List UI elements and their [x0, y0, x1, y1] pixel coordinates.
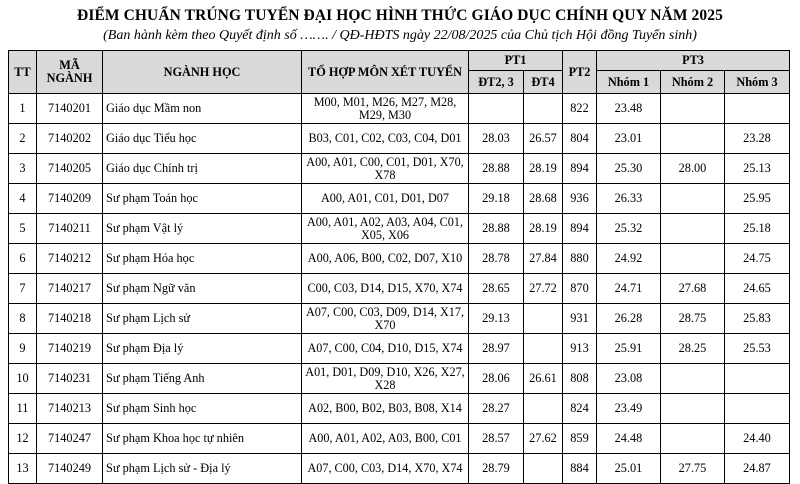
cell-nganh-hoc: Sư phạm Lịch sử: [103, 304, 302, 334]
cell-tt: 10: [9, 364, 37, 394]
cell-to-hop: A01, D01, D09, D10, X26, X27, X28: [302, 364, 469, 394]
cell-dt4: 27.84: [524, 244, 563, 274]
cell-nganh-hoc: Sư phạm Địa lý: [103, 334, 302, 364]
cell-nhom1: 25.30: [597, 154, 661, 184]
col-header-nhom2: Nhóm 2: [661, 71, 725, 94]
table-row: [9, 334, 790, 364]
cell-nganh-hoc: Sư phạm Tiếng Anh: [103, 364, 302, 394]
cell-nhom3: 25.95: [725, 184, 790, 214]
cell-nhom3: 25.53: [725, 334, 790, 364]
cell-to-hop: A00, A01, C00, C01, D01, X70, X78: [302, 154, 469, 184]
cell-dt4: [524, 454, 563, 484]
cell-dt23: 28.88: [469, 214, 524, 244]
cell-nganh-hoc: Giáo dục Chính trị: [103, 154, 302, 184]
cell-dt23: 28.65: [469, 274, 524, 304]
cell-nhom3: [725, 364, 790, 394]
cell-nhom3: 25.18: [725, 214, 790, 244]
col-header-pt3: PT3: [597, 51, 790, 71]
table-row: [9, 154, 790, 184]
table-row: [9, 274, 790, 304]
cell-nhom2: 28.00: [661, 154, 725, 184]
cell-nhom3: 24.75: [725, 244, 790, 274]
cell-nhom2: [661, 424, 725, 454]
table-row: [9, 244, 790, 274]
cell-to-hop: A07, C00, C04, D10, D15, X74: [302, 334, 469, 364]
cell-ma-nganh: 7140219: [37, 334, 103, 364]
cell-ma-nganh: 7140205: [37, 154, 103, 184]
cell-nhom1: 24.71: [597, 274, 661, 304]
table-row: [9, 304, 790, 334]
cell-dt23: 28.57: [469, 424, 524, 454]
cell-ma-nganh: 7140202: [37, 124, 103, 154]
page-title: ĐIỂM CHUẨN TRÚNG TUYỂN ĐẠI HỌC HÌNH THỨC GIÁO DỤC CHÍNH QUY NĂM 2025: [77, 7, 723, 24]
page-subtitle: (Ban hành kèm theo Quyết định số ……. / QĐ-HĐTS ngày 22/08/2025 của Chủ tịch Hội đồng Tuyển sinh): [103, 28, 697, 43]
cell-dt4: [524, 334, 563, 364]
cell-ma-nganh: 7140249: [37, 454, 103, 484]
cell-pt2: 936: [563, 184, 597, 214]
cell-to-hop: C00, C03, D14, D15, X70, X74: [302, 274, 469, 304]
col-header-to-hop: TỔ HỢP MÔN XÉT TUYỂN: [302, 51, 469, 94]
col-header-ma-nganh: MÃ NGÀNH: [37, 51, 103, 94]
cell-dt23: 28.79: [469, 454, 524, 484]
cell-dt4: 28.19: [524, 214, 563, 244]
cell-dt23: 29.13: [469, 304, 524, 334]
cell-tt: 4: [9, 184, 37, 214]
cell-nganh-hoc: Giáo dục Mầm non: [103, 94, 302, 124]
cell-nhom3: 24.65: [725, 274, 790, 304]
table-row: [9, 424, 790, 454]
cell-nhom2: [661, 124, 725, 154]
cell-pt2: 870: [563, 274, 597, 304]
cell-ma-nganh: 7140211: [37, 214, 103, 244]
admission-scores-table: [8, 50, 790, 484]
cell-nganh-hoc: Sư phạm Khoa học tự nhiên: [103, 424, 302, 454]
cell-to-hop: A02, B00, B02, B03, B08, X14: [302, 394, 469, 424]
cell-ma-nganh: 7140201: [37, 94, 103, 124]
cell-nhom2: 27.75: [661, 454, 725, 484]
cell-nhom3: [725, 94, 790, 124]
cell-nhom1: 23.49: [597, 394, 661, 424]
cell-pt2: 824: [563, 394, 597, 424]
cell-tt: 7: [9, 274, 37, 304]
table-row: [9, 454, 790, 484]
col-header-dt23: ĐT2, 3: [469, 71, 524, 94]
cell-dt23: 29.18: [469, 184, 524, 214]
cell-dt4: [524, 94, 563, 124]
table-body: [9, 94, 790, 484]
cell-dt23: 28.27: [469, 394, 524, 424]
cell-dt4: 28.68: [524, 184, 563, 214]
cell-to-hop: A00, A01, A02, A03, A04, C01, X05, X06: [302, 214, 469, 244]
col-header-dt4: ĐT4: [524, 71, 563, 94]
cell-dt4: [524, 394, 563, 424]
cell-nganh-hoc: Sư phạm Ngữ văn: [103, 274, 302, 304]
table-header: [9, 51, 790, 94]
cell-pt2: 894: [563, 154, 597, 184]
col-header-nhom1: Nhóm 1: [597, 71, 661, 94]
cell-nhom2: [661, 394, 725, 424]
table-row: [9, 214, 790, 244]
table-row: [9, 394, 790, 424]
cell-tt: 1: [9, 94, 37, 124]
cell-dt4: [524, 304, 563, 334]
cell-nhom2: 27.68: [661, 274, 725, 304]
cell-to-hop: A00, A06, B00, C02, D07, X10: [302, 244, 469, 274]
col-header-nhom3: Nhóm 3: [725, 71, 790, 94]
cell-to-hop: A00, A01, A02, A03, B00, C01: [302, 424, 469, 454]
cell-tt: 9: [9, 334, 37, 364]
cell-nhom1: 24.92: [597, 244, 661, 274]
table-row: [9, 184, 790, 214]
col-header-tt: TT: [9, 51, 37, 94]
cell-tt: 11: [9, 394, 37, 424]
cell-nhom1: 25.32: [597, 214, 661, 244]
cell-ma-nganh: 7140209: [37, 184, 103, 214]
cell-nhom3: 25.13: [725, 154, 790, 184]
cell-nhom3: 24.87: [725, 454, 790, 484]
cell-dt4: 26.61: [524, 364, 563, 394]
cell-nhom3: 25.83: [725, 304, 790, 334]
cell-tt: 12: [9, 424, 37, 454]
cell-nganh-hoc: Sư phạm Toán học: [103, 184, 302, 214]
cell-nhom3: 24.40: [725, 424, 790, 454]
cell-to-hop: A07, C00, C03, D14, X70, X74: [302, 454, 469, 484]
cell-nhom1: 26.33: [597, 184, 661, 214]
cell-tt: 8: [9, 304, 37, 334]
cell-pt2: 931: [563, 304, 597, 334]
table-row: [9, 364, 790, 394]
col-header-pt1: PT1: [469, 51, 563, 71]
cell-dt23: [469, 94, 524, 124]
cell-dt23: 28.03: [469, 124, 524, 154]
cell-nhom1: 24.48: [597, 424, 661, 454]
col-header-nganh-hoc: NGÀNH HỌC: [103, 51, 302, 94]
cell-tt: 5: [9, 214, 37, 244]
cell-ma-nganh: 7140247: [37, 424, 103, 454]
cell-dt23: 28.88: [469, 154, 524, 184]
cell-to-hop: B03, C01, C02, C03, C04, D01: [302, 124, 469, 154]
cell-ma-nganh: 7140231: [37, 364, 103, 394]
cell-nganh-hoc: Sư phạm Sinh học: [103, 394, 302, 424]
cell-nhom3: [725, 394, 790, 424]
cell-nhom2: 28.75: [661, 304, 725, 334]
cell-nganh-hoc: Giáo dục Tiểu học: [103, 124, 302, 154]
cell-pt2: 804: [563, 124, 597, 154]
cell-dt4: 26.57: [524, 124, 563, 154]
cell-tt: 3: [9, 154, 37, 184]
table-row: [9, 94, 790, 124]
cell-ma-nganh: 7140218: [37, 304, 103, 334]
cell-nhom2: [661, 214, 725, 244]
cell-dt4: 28.19: [524, 154, 563, 184]
cell-nhom2: [661, 184, 725, 214]
cell-pt2: 884: [563, 454, 597, 484]
cell-pt2: 822: [563, 94, 597, 124]
cell-nhom2: [661, 364, 725, 394]
cell-nhom2: [661, 244, 725, 274]
cell-ma-nganh: 7140217: [37, 274, 103, 304]
cell-nhom3: 23.28: [725, 124, 790, 154]
cell-tt: 13: [9, 454, 37, 484]
cell-nganh-hoc: Sư phạm Hóa học: [103, 244, 302, 274]
cell-pt2: 894: [563, 214, 597, 244]
cell-to-hop: A07, C00, C03, D09, D14, X17, X70: [302, 304, 469, 334]
cell-nhom1: 25.01: [597, 454, 661, 484]
cell-nhom1: 26.28: [597, 304, 661, 334]
cell-dt23: 28.78: [469, 244, 524, 274]
cell-tt: 6: [9, 244, 37, 274]
cell-to-hop: A00, A01, C01, D01, D07: [302, 184, 469, 214]
cell-ma-nganh: 7140212: [37, 244, 103, 274]
cell-nganh-hoc: Sư phạm Vật lý: [103, 214, 302, 244]
cell-nganh-hoc: Sư phạm Lịch sử - Địa lý: [103, 454, 302, 484]
cell-ma-nganh: 7140213: [37, 394, 103, 424]
table-row: [9, 124, 790, 154]
cell-pt2: 808: [563, 364, 597, 394]
cell-nhom1: 23.08: [597, 364, 661, 394]
cell-to-hop: M00, M01, M26, M27, M28, M29, M30: [302, 94, 469, 124]
cell-dt23: 28.97: [469, 334, 524, 364]
cell-nhom2: 28.25: [661, 334, 725, 364]
col-header-pt2: PT2: [563, 51, 597, 94]
cell-nhom1: 23.48: [597, 94, 661, 124]
cell-nhom1: 23.01: [597, 124, 661, 154]
cell-tt: 2: [9, 124, 37, 154]
cell-dt4: 27.72: [524, 274, 563, 304]
cell-pt2: 913: [563, 334, 597, 364]
cell-pt2: 880: [563, 244, 597, 274]
cell-pt2: 859: [563, 424, 597, 454]
cell-nhom2: [661, 94, 725, 124]
cell-dt4: 27.62: [524, 424, 563, 454]
cell-nhom1: 25.91: [597, 334, 661, 364]
cell-dt23: 28.06: [469, 364, 524, 394]
